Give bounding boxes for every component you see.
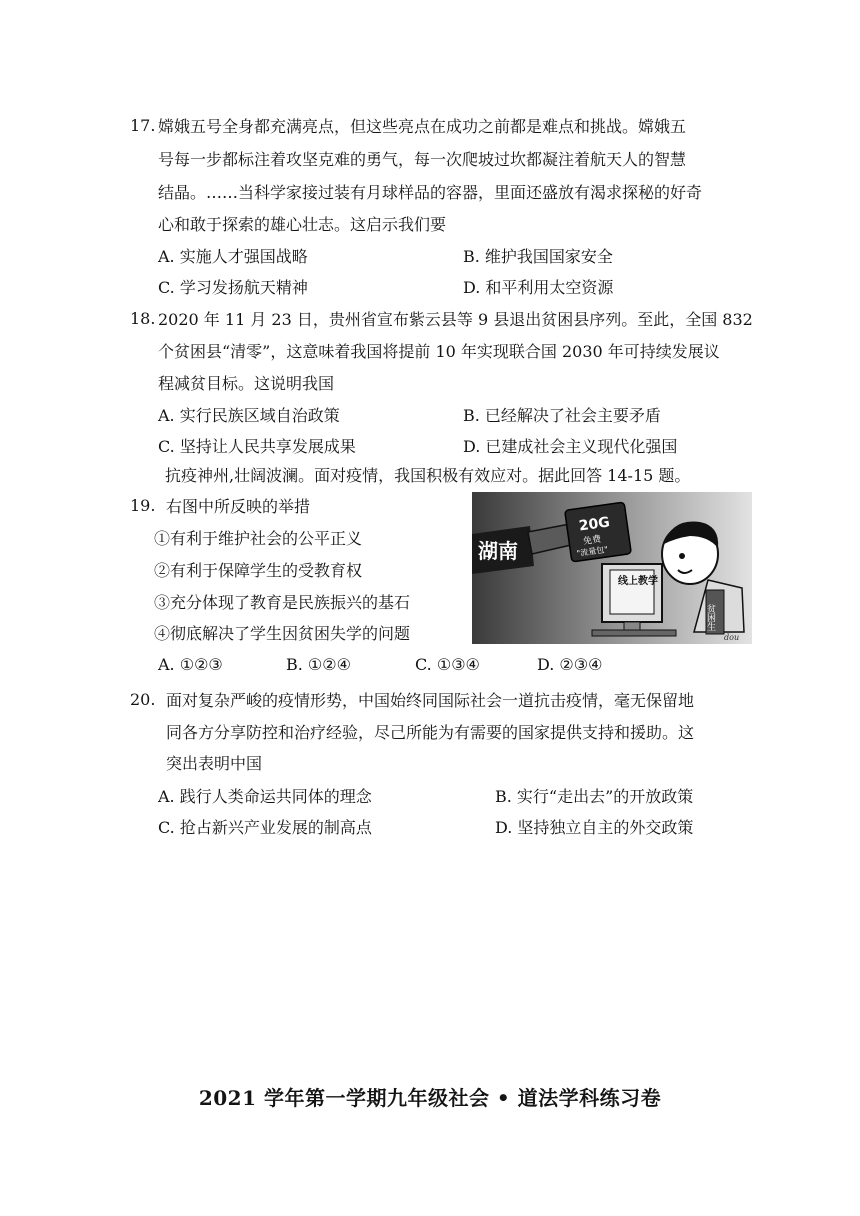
option-c: C. 抢占新兴产业发展的制高点	[158, 818, 372, 837]
svg-text:免费: 免费	[582, 534, 602, 548]
question-text-line: 程减贫目标。这说明我国	[158, 374, 335, 393]
option-c: C. 学习发扬航天精神	[158, 278, 308, 297]
question-text-line: 号每一步都标注着攻坚克难的勇气，每一次爬坡过坎都凝注着航天人的智慧	[158, 150, 687, 169]
option-d: D. 和平利用太空资源	[463, 278, 614, 297]
option-b: B. ①②④	[286, 655, 351, 674]
exam-title: 2021 学年第一学期九年级社会 • 道法学科练习卷	[198, 1086, 662, 1110]
svg-text:20G: 20G	[577, 514, 611, 535]
question-text-line: 嫦娥五号全身都充满亮点，但这些亮点在成功之前都是难点和挑战。嫦娥五	[158, 117, 687, 136]
statement-2: ②有利于保障学生的受教育权	[154, 561, 363, 580]
option-b: B. 已经解决了社会主要矛盾	[463, 406, 661, 425]
question-text-line: 2020 年 11 月 23 日，贵州省宣布紫云县等 9 县退出贫困县序列。至此，全国 832	[158, 310, 753, 329]
option-d: D. ②③④	[537, 655, 603, 674]
question-number: 17.	[130, 116, 156, 135]
section-intro: 抗疫神州,壮阔波澜。面对疫情，我国积极有效应对。据此回答 14-15 题。	[165, 466, 691, 485]
question-text-line: 个贫困县“清零”，这意味着我国将提前 10 年实现联合国 2030 年可持续发展议	[158, 342, 720, 361]
question-number: 19.	[130, 496, 156, 515]
data-package-card	[565, 502, 632, 562]
option-a: A. 实行民族区域自治政策	[158, 406, 340, 425]
question-text-line: 同各方分享防控和治疗经验，尽己所能为有需要的国家提供支持和援助。这	[166, 723, 695, 742]
question-text-line: 心和敢于探索的雄心壮志。这启示我们要	[158, 215, 447, 234]
question-number: 18.	[130, 309, 156, 328]
screen-label: 线上教学	[618, 576, 658, 587]
option-c: C. ①③④	[415, 655, 480, 674]
question-number: 20.	[130, 690, 156, 709]
cartoon-illustration	[472, 492, 752, 644]
option-b: B. 维护我国国家安全	[463, 247, 613, 266]
option-d: D. 已建成社会主义现代化强国	[463, 437, 678, 456]
province-label: 湖南	[478, 539, 518, 563]
statement-4: ④彻底解决了学生因贫困失学的问题	[154, 624, 411, 643]
question-text-line: 面对复杂严峻的疫情形势，中国始终同国际社会一道抗击疫情，毫无保留地	[166, 691, 695, 710]
badge-label: 贫困生	[705, 604, 715, 631]
statement-3: ③充分体现了教育是民族振兴的基石	[154, 593, 411, 612]
option-b: B. 实行“走出去”的开放政策	[495, 787, 694, 806]
question-text-line: 突出表明中国	[166, 754, 263, 773]
question-text-line: 结晶。……当科学家接过装有月球样品的容器，里面还盛放有渴求探秘的好奇	[158, 183, 703, 202]
option-c: C. 坚持让人民共享发展成果	[158, 437, 356, 456]
option-a: A. 践行人类命运共同体的理念	[158, 787, 372, 806]
option-d: D. 坚持独立自主的外交政策	[495, 818, 694, 837]
artist-signature: dou	[724, 633, 740, 642]
svg-text:"流量包": "流量包"	[576, 544, 609, 559]
option-a: A. ①②③	[158, 655, 223, 674]
statement-1: ①有利于维护社会的公平正义	[154, 529, 363, 548]
option-a: A. 实施人才强国战略	[158, 247, 308, 266]
question-stem: 右图中所反映的举措	[166, 497, 311, 516]
